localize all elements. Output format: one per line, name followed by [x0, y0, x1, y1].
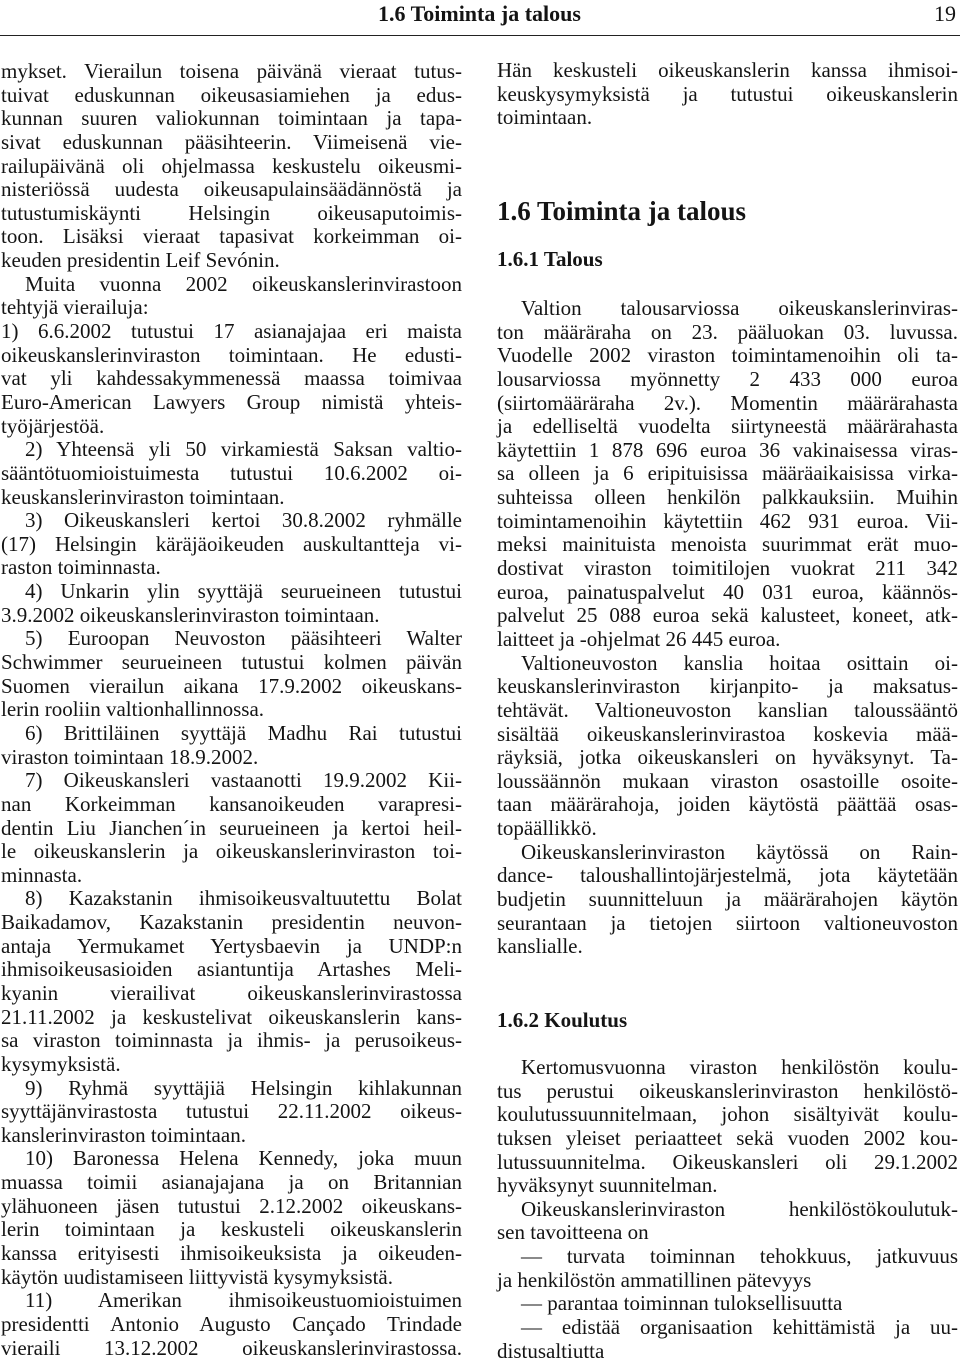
text-line: keuskanslerinviraston kirjanpito- ja maksatus- [497, 674, 958, 699]
text-line: dentin Liu Jianchen´in seurueineen ja kertoi heil- [1, 815, 462, 840]
text-line: mykset. Vierailun toisena päivänä vieraat tutus- [1, 59, 462, 83]
paragraph [497, 841, 958, 959]
paragraph [497, 297, 958, 652]
text-line: 9) Ryhmä syyttäjiä Helsingin kihlakunnan [25, 1075, 462, 1100]
text-line: 4) Unkarin ylin syyttäjä seurueineen tutustui [25, 579, 462, 604]
text-line: — parantaa toiminnan tuloksellisuutta [521, 1291, 843, 1316]
text-line: räyksiä, jotka oikeuskansleri on hyväksynyt. Ta- [497, 745, 958, 770]
list-item [1, 887, 462, 1076]
text-line: sisältää oikeuskanslerinvirastoa koskevia mää- [497, 721, 958, 746]
text-line: 21.11.2002 ja keskustelivat oikeuskanslerin kans- [1, 1004, 462, 1029]
subsection-heading-koulutus: 1.6.2 Koulutus [497, 1008, 628, 1032]
paragraph [497, 1056, 958, 1198]
text-line: taan määrärahoja, joiden käytöstä päättää osas- [497, 792, 958, 817]
text-line: nisteriössä uudesta oikeusapulainsäädännöstä ja [1, 177, 462, 202]
text-line: keuskanslerinviraston toimintaan. [1, 484, 285, 509]
text-line: keuskysymyksistä ja tutustui oikeuskanslerin [497, 81, 958, 106]
text-line: palvelut 25 088 euroa sekä kalusteet, koneet, atk- [497, 603, 958, 628]
text-line: — turvata toiminnan tehokkuus, jatkuvuus [521, 1244, 958, 1269]
text-line: toimintamenoihin käytettiin 462 931 euroa. Vii- [497, 508, 958, 533]
text-line: Baikadamov, Kazakstanin presidentin neuvon- [1, 910, 462, 935]
dash-list-item [497, 1316, 958, 1363]
text-line: euroa, painatuspalvelut 40 031 euroa, käännös- [497, 579, 958, 604]
text-line: — edistää organisaation kehittämistä ja uu- [521, 1315, 958, 1340]
page-number: 19 [934, 1, 956, 26]
text-line: dance- taloushallintojärjestelmä, jota käytetään [497, 863, 958, 888]
text-line: raston toiminnasta. [1, 555, 161, 580]
text-line: sivat eduskunnan pääsihteerin. Viimeisenä vie- [1, 129, 462, 154]
text-line: viraston toimintaan 18.9.2002. [1, 744, 259, 769]
text-line: laitteet ja -ohjelmat 26 445 euroa. [497, 626, 781, 651]
text-line: topäällikkö. [497, 816, 597, 841]
text-line: ja edelliseltä vuodelta siirtyneestä määrärahasta [497, 414, 958, 439]
text-line: nan Korkeimman kansanoikeuden varapresi- [1, 791, 462, 816]
text-line: le oikeuskanslerin ja oikeuskanslerinviraston toi- [1, 839, 462, 864]
text-line: minnasta. [1, 862, 83, 887]
list-item [1, 627, 462, 722]
list-item [1, 320, 462, 438]
text-line: (siirtomääräraha 2v.). Momentin määrärahasta [497, 390, 958, 415]
text-line: kanslerinviraston toimintaan. [1, 1122, 246, 1147]
dash-list-item [497, 1245, 958, 1292]
text-line: sa olleen ja 6 eripituisissa määräaikaisissa virka- [497, 461, 958, 486]
paragraph [1, 273, 462, 320]
text-line: tehtyjä vierailuja: [1, 295, 149, 320]
text-line: 2) Yhteensä yli 50 virkamiestä Saksan valtio- [25, 437, 462, 462]
list-item [1, 1147, 462, 1289]
text-line: Oikeuskanslerinviraston käytössä on Rain- [521, 839, 958, 864]
text-line: 3.9.2002 oikeuskanslerinviraston toimintaan. [1, 602, 380, 627]
text-line: sääntötuomioistuimesta tutustui 10.6.2002 oi- [1, 460, 462, 485]
paragraph [497, 1198, 958, 1245]
text-line: toon. Lisäksi vieraat tapasivat korkeimman oi- [1, 224, 462, 249]
text-line: Oikeuskanslerinviraston henkilöstökoulutuk- [521, 1196, 958, 1221]
text-line: Valtion talousarviossa oikeuskanslerinviras- [521, 296, 958, 320]
section-heading: 1.6 Toiminta ja talous [497, 196, 747, 226]
text-line: syyttäjänvirastosta tutustui 22.11.2002 oikeus- [1, 1099, 462, 1124]
dash-list-item [497, 1292, 958, 1316]
text-line: budjetin suunnitteluun ja määrärahojen käytön [497, 887, 958, 912]
text-line: vieraili 13.12.2002 oikeuskanslerinvirastossa. [1, 1335, 462, 1360]
text-line: Kertomusvuonna viraston henkilöstön koulu- [521, 1055, 958, 1079]
paragraph [497, 652, 958, 841]
text-line: kanssa erityisesti ihmisoikeuksista ja oikeuden- [1, 1241, 462, 1266]
text-line: lutussuunnitelma. Oikeuskansleri oli 29.1.2002 [497, 1149, 958, 1174]
list-item [1, 1077, 462, 1148]
text-line: tuksen yleiset periaatteet sekä vuoden 2002 kou- [497, 1125, 958, 1150]
list-item [1, 580, 462, 627]
paragraph [497, 59, 958, 130]
text-line: käytön uudistamiseen liittyvistä kysymyksistä. [1, 1264, 393, 1289]
list-item [1, 769, 462, 887]
text-line: suhteissa olleen henkilön palkkauksiin. Muihin [497, 485, 958, 510]
text-line: tehtävät. Valtioneuvoston kanslian taloussääntö [497, 697, 958, 722]
text-line: ja henkilöstön ammatillinen pätevyys [497, 1267, 812, 1292]
list-item [1, 1289, 462, 1360]
paragraph [1, 60, 462, 273]
text-line: tus perustui oikeuskanslerinviraston henkilöstö- [497, 1078, 958, 1103]
text-line: Suomen vierailun aikana 17.9.2002 oikeuskans- [1, 673, 462, 698]
text-line: toimintaan. [497, 105, 593, 130]
text-line: presidentti Antonio Augusto Cançado Trindade [1, 1311, 462, 1336]
text-line: Hän keskusteli oikeuskanslerin kanssa ihmisoi- [497, 58, 958, 82]
text-line: distusaltiutta [497, 1338, 605, 1363]
list-item [1, 722, 462, 769]
text-line: 8) Kazakstanin ihmisoikeusvaltuutettu Bolat [25, 886, 462, 911]
text-line: käytettiin 1 878 696 euroa 36 vakinaisessa viras- [497, 437, 958, 462]
list-item [1, 438, 462, 509]
text-line: kanslialle. [497, 934, 583, 959]
left-column [1, 60, 462, 1360]
text-line: Vuodelle 2002 viraston toimintamenoihin oli ta- [497, 343, 958, 368]
text-line: 1) 6.6.2002 tutustui 17 asianajajaa eri maista [1, 319, 462, 344]
text-line: kunnan suuren valiokunnan toimintaan ja tapa- [1, 106, 462, 131]
text-line: 6) Brittiläinen syyttäjä Madhu Rai tutustui [25, 720, 462, 745]
text-line: keuden presidentin Leif Sevónin. [1, 248, 280, 273]
text-line: 11) Amerikan ihmisoikeustuomioistuimen [25, 1288, 462, 1313]
text-line: ihmisoikeusasioiden asiantuntija Artashes Meli- [1, 957, 462, 982]
text-line: Valtioneuvoston kanslia hoitaa osittain oi- [521, 650, 958, 675]
text-line: lousarviossa myönnetty 2 433 000 euroa [497, 366, 958, 391]
text-line: sa viraston toiminnasta ja ihmis- ja perusoikeus- [1, 1028, 462, 1053]
subsection-heading-talous: 1.6.1 Talous [497, 247, 603, 271]
text-line: sen tavoitteena on [497, 1220, 649, 1245]
text-line: muassa toimii asianajajana ja on Britannian [1, 1170, 462, 1195]
header-rule [0, 35, 960, 36]
text-line: (17) Helsingin käräjäoikeuden auskultantteja vi- [1, 531, 462, 556]
text-line: Euro-American Lawyers Group nimistä yhteis- [1, 389, 462, 414]
text-line: dostivat viraston toimitilojen vuokrat 211 342 [497, 556, 958, 581]
text-line: vat yli kahdessakymmenessä maassa toimivaa [1, 366, 462, 391]
right-column-intro [497, 59, 958, 130]
running-header-title: 1.6 Toiminta ja talous [378, 1, 581, 26]
text-line: railupäivänä oli ohjelmassa keskustelu oikeusmi- [1, 153, 462, 178]
text-line: loussäännön mukaan viraston osastoille osoite- [497, 768, 958, 793]
text-line: tuivat eduskunnan oikeusasiamiehen ja edus- [1, 82, 462, 107]
text-line: seurantaan ja tietojen siirtoon valtioneuvoston [497, 910, 958, 935]
subsection-koulutus-body [497, 1056, 958, 1363]
text-line: työjärjestöä. [1, 413, 105, 438]
text-line: 7) Oikeuskansleri vastaanotti 19.9.2002 Kii- [25, 768, 462, 793]
text-line: kyanin vierailivat oikeuskanslerinvirastossa [1, 980, 462, 1005]
text-line: ylähuoneen jäsen tutustui 2.12.2002 oikeuskans- [1, 1193, 462, 1218]
text-line: oikeuskanslerinviraston toimintaan. He edusti- [1, 342, 462, 367]
text-line: 3) Oikeuskansleri kertoi 30.8.2002 ryhmälle [25, 508, 462, 533]
list-item [1, 509, 462, 580]
text-line: koulutussuunnitelmaan, johon sisältyivät koulu- [497, 1102, 958, 1127]
text-line: ton määräraha on 23. pääluokan 03. luvussa. [497, 319, 958, 344]
subsection-talous-body [497, 297, 958, 959]
text-line: tutustumiskäynti Helsingin oikeusaputoimis- [1, 200, 462, 225]
text-line: lerin toimintaan ja keskusteli oikeuskanslerin [1, 1217, 462, 1242]
text-line: 10) Baronessa Helena Kennedy, joka muun [25, 1146, 462, 1171]
text-line: antaja Yermukamet Yertysbaevin ja UNDP:n [1, 933, 462, 958]
text-line: Muita vuonna 2002 oikeuskanslerinvirastoon [25, 271, 462, 296]
text-line: meksi mainituista menoista suurimmat erät muo- [497, 532, 958, 557]
text-line: hyväksynyt suunnitelman. [497, 1173, 718, 1198]
text-line: lerin rooliin valtionhallinnossa. [1, 697, 265, 722]
text-line: 5) Euroopan Neuvoston pääsihteeri Walter [25, 626, 462, 651]
text-line: kysymyksistä. [1, 1051, 121, 1076]
text-line: Schwimmer seurueineen tutustui kolmen päivän [1, 650, 462, 675]
